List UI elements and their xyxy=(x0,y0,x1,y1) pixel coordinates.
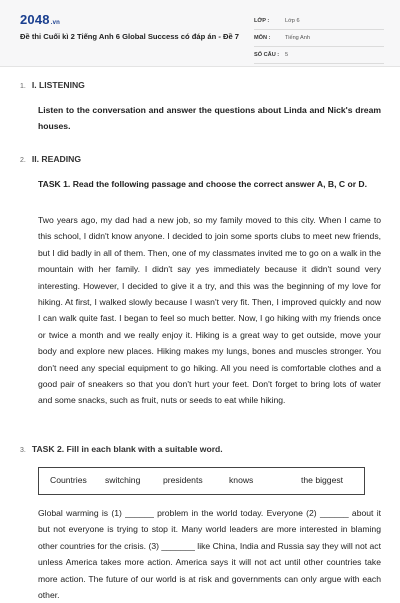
word-option: Countries xyxy=(50,475,87,485)
meta-key: SỐ CÂU : xyxy=(254,52,280,58)
section-reading-heading: 2. II. READING xyxy=(20,154,82,164)
task2-passage: Global warming is (1) ______ problem in the world today. Everyone (2) ______ about it but not everyone is trying to stop it. Many world leaders are more interested in blaming other countries for the crisis. (3) _______ like China, India and Russia say they will not act unless America takes more action. America says it will not act until other countries take more action. The future of our world is at risk and governments can only argue with each other. xyxy=(38,508,381,601)
meta-row-subject xyxy=(254,31,384,47)
meta-value: Tiếng Anh xyxy=(285,35,310,41)
reading-passage: Two years ago, my dad had a new job, so my family moved to this city. When I came to this school, I didn't know anyone. I decided to join some sports clubs to meet new friends, but I did badly in all of them. Then, one of my classmates invited me to go on a walk in the mountain with her family. I didn't say yes immediately because it didn't sound very interesting. However, I decided to give it a try, and this was the beginning of my love for hiking. At first, I walked slowly because I wasn't very fit. Then, I improved quickly and now I can walk quite fast. I began to feel so much better. Now, I go hiking with my friends once or twice a month and we really enjoy it. Hiking is a great way to get outside, move your body and explore new places. Hiking makes my lungs, bones and muscles stronger. You don't need any special equipment to go hiking. All you need is comfortable clothes and a good pair of sneakers so that you don't hurt your feet. Don't forget to bring lots of water and some snacks, such as fruit, nuts or seeds to eat while hiking. xyxy=(38,215,381,406)
word-option: the biggest xyxy=(301,475,344,485)
meta-key: LỚP : xyxy=(254,18,270,24)
meta-info xyxy=(254,14,384,64)
word-option: knows xyxy=(229,475,254,485)
word-box xyxy=(38,467,365,495)
task1-instruction: TASK 1. Read the following passage and choose the correct answer A, B, C or D. xyxy=(38,179,368,189)
site-logo[interactable]: 2048.vn xyxy=(20,12,61,27)
meta-value: 5 xyxy=(285,52,289,58)
meta-value: Lớp 6 xyxy=(285,18,300,24)
listening-instruction: Listen to the conversation and answer the questions about Linda and Nick's dream houses. xyxy=(38,105,381,132)
document-title: Đề thi Cuối kì 2 Tiếng Anh 6 Global Success có đáp án - Đề 7 xyxy=(20,32,240,41)
section-task2-heading: 3. TASK 2. Fill in each blank with a suitable word. xyxy=(20,444,223,454)
word-option: presidents xyxy=(163,475,203,485)
meta-row-question-count xyxy=(254,48,384,64)
meta-key: MÔN : xyxy=(254,35,271,41)
meta-row-class xyxy=(254,14,384,30)
page-header xyxy=(0,0,400,67)
word-option: switching xyxy=(105,475,141,485)
section-listening-heading: 1. I. LISTENING xyxy=(20,80,85,90)
